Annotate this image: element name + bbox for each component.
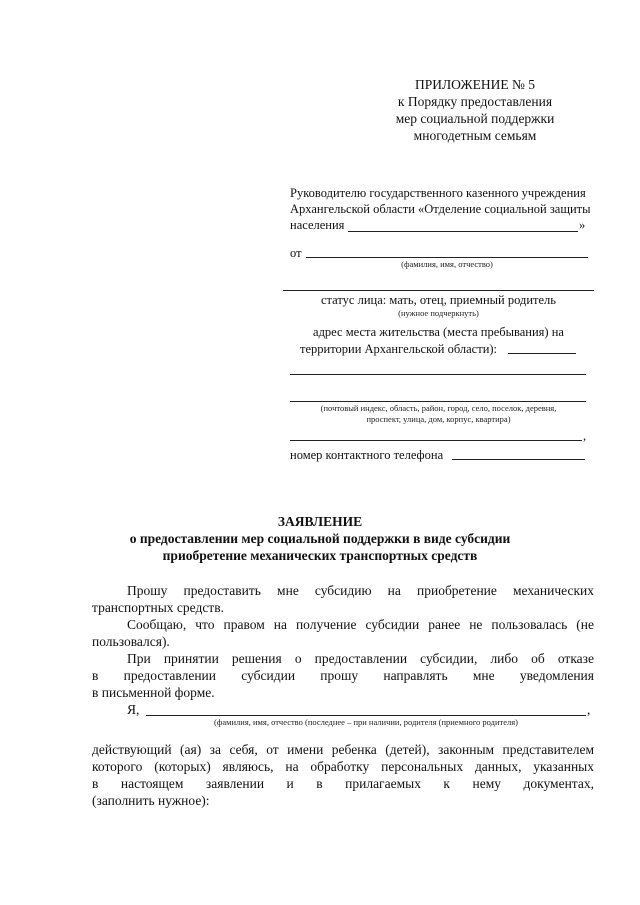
paragraph-3-line-2: в предоставлении субсидии прошу направлять мне уведомления [92,668,594,683]
address-comma: , [583,429,587,443]
paragraph-5-line-4: (заполнить нужное): [92,793,210,808]
address-field-1[interactable] [508,353,576,354]
phone-label: номер контактного телефона [290,448,444,462]
appendix-line-2: к Порядку предоставления [397,94,553,109]
status-text: статус лица: мать, отец, приемный родитель [321,293,556,307]
status-hint: (нужное подчеркнуть) [398,308,479,318]
phone-field[interactable] [452,459,585,460]
full-name-field-continued[interactable] [283,290,594,291]
paragraph-5-line-1: действующий (ая) за себя, от имени ребенка (детей), законным представителем [92,742,594,757]
addressee-quote: » [579,218,586,232]
addressee-line-1: Руководителю государственного казенного учреждения [290,186,586,200]
paragraph-2-line-2: пользовался). [92,634,170,649]
paragraph-3-line-1: При принятии решения о предоставлении субсидии, либо об отказе [127,651,594,666]
paragraph-2-line-1: Сообщаю, что правом на получение субсидии ранее не пользовалась (не [127,617,594,632]
address-hint-2: проспект, улица, дом, корпус, квартира) [366,414,511,424]
address-line-1: адрес места жительства (места пребывания) на [313,325,564,339]
consent-comma: , [587,702,591,717]
consent-name-field[interactable] [146,715,586,716]
document-subtitle-1: о предоставлении мер социальной поддержки в виде субсидии [129,531,511,546]
paragraph-5-line-3: в настоящем заявлении и в прилагаемых к нему документах, [92,776,594,791]
document-subtitle-2: приобретение механических транспортных средств [162,548,478,563]
consent-prefix: Я, [127,702,140,717]
full-name-hint: (фамилия, имя, отчество) [401,259,493,269]
full-name-field[interactable] [306,257,588,258]
document-title: ЗАЯВЛЕНИЕ [277,514,363,529]
paragraph-5-line-2: которого (которых) являюсь, на обработку персональных данных, указанных [92,759,594,774]
address-field-2[interactable] [290,374,586,375]
paragraph-1-line-2: транспортных средств. [92,600,224,615]
consent-name-hint: (фамилия, имя, отчество (последнее – при наличии, родителя (приемного родителя) [214,717,518,727]
institution-name-field[interactable] [348,231,578,232]
address-field-3[interactable] [290,401,586,402]
addressee-line-3-prefix: населения [290,218,345,232]
addressee-line-2: Архангельской области «Отделение социальной защиты [290,202,591,216]
appendix-title: ПРИЛОЖЕНИЕ № 5 [414,77,536,92]
address-field-4[interactable] [290,440,582,441]
paragraph-3-line-3: в письменной форме. [92,685,215,700]
appendix-line-3: мер социальной поддержки [395,111,555,126]
from-label: от [290,246,302,260]
paragraph-1-line-1: Прошу предоставить мне субсидию на приобретение механических [127,583,594,598]
appendix-line-4: многодетным семьям [413,128,537,143]
address-line-2: территории Архангельской области): [300,342,498,356]
address-hint-1: (почтовый индекс, область, район, город, село, поселок, деревня, [320,403,557,413]
